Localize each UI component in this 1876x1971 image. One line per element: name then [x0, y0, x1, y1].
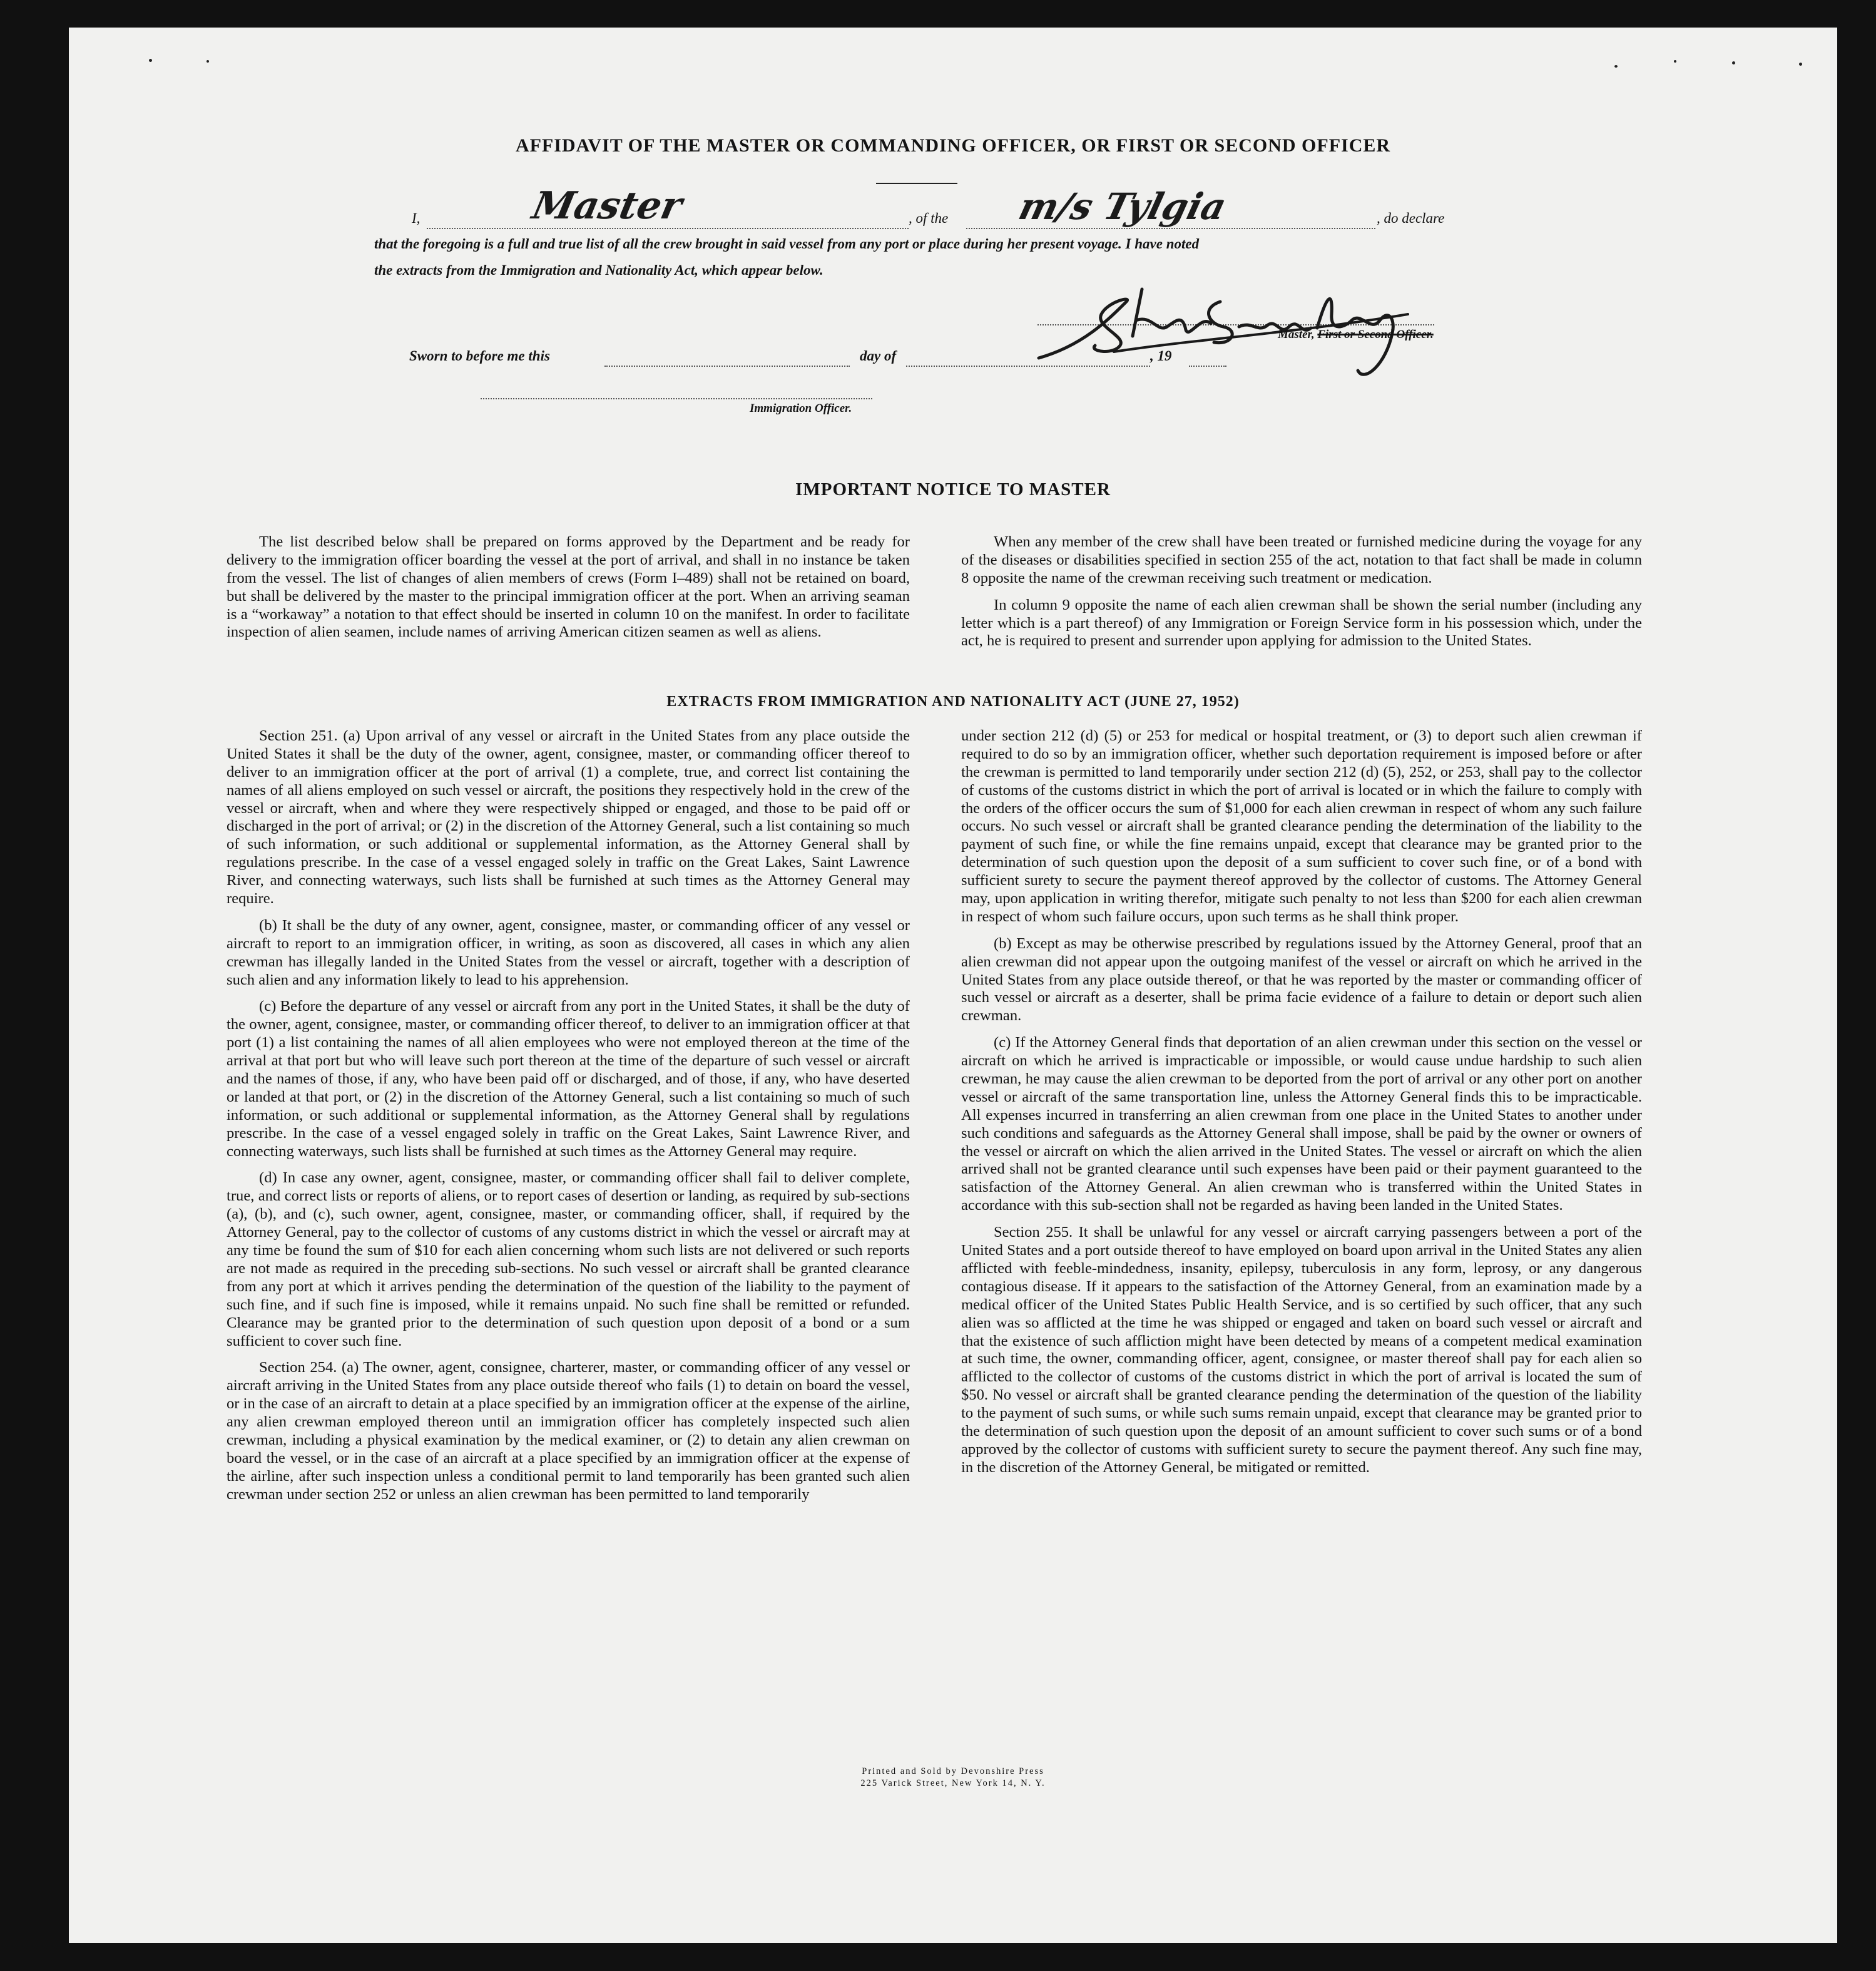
notice-right-column [961, 533, 1642, 659]
statement-line-1: that the foregoing is a full and true list of all the crew brought in said vessel from any port or place during her present voyage. I have noted [374, 236, 1200, 252]
extracts-title: EXTRACTS FROM IMMIGRATION AND NATIONALITY ACT (JUNE 27, 1952) [666, 694, 1240, 710]
section-255: Section 255. It shall be unlawful for any vessel or aircraft carrying passengers between a port of the United States and a port outside thereof to have employed on board upon arrival in the United States any alien afflicted with feeble-mindedness, insanity, epilepsy, tuberculosis in any form, leprosy, or any dangerous contagious disease. If it appears to the satisfaction of the Attorney General, from an examination made by a medical officer of the United States Public Health Service, and is so certified by such officer, that any such alien was so afflicted at the time he was shipped or engaged and taken on board such vessel or aircraft and that the existence of such affliction might have been detected by means of a competent medical examination at such time, the owner, commanding officer, agent, consignee, or master thereof shall pay for each alien so afflicted to the collector of customs of the customs district in which the port of arrival is located the sum of $50. No vessel or aircraft shall be granted clearance pending the determination of the question of the liability to the payment of such sums, or while such sums remain unpaid, except that clearance may be granted prior to the determination of such question upon the deposit of an amount sufficient to cover such sums or of a bond approved by the collector of customs with sufficient surety to secure the payment thereof. Any such fine may, in the discretion of the Attorney General, be mitigated or remitted. [961, 1224, 1642, 1476]
imprint-line-2: 225 Varick Street, New York 14, N. Y. [860, 1778, 1046, 1788]
section-251-b: (b) It shall be the duty of any owner, agent, consignee, master, or commanding officer of any vessel or aircraft to report to an immigration officer, in writing, as soon as discovered, all cases in which any alien crewman has illegally landed in the United States from the vessel or aircraft, together with a description of such alien and any information likely to lead to his apprehension. [227, 916, 910, 988]
extracts-left-column [227, 727, 910, 1513]
scan-speck [149, 59, 152, 62]
vessel-line [966, 228, 1375, 229]
notice-left-column [227, 533, 910, 650]
officer-caption: Immigration Officer. [750, 402, 852, 415]
notice-right-paragraph-2: In column 9 opposite the name of each alien crewman shall be shown the serial number (including any letter which is a part thereof) of any Immigration or Foreign Service form in his possession which, under the act, he is required to present and surrender upon applying for admission to the United States. [961, 596, 1642, 650]
caption-master: Master, [1278, 328, 1315, 341]
declarant-handwritten: Master [528, 184, 686, 228]
officer-signature-line [481, 398, 872, 399]
printer-imprint [69, 1766, 1837, 1789]
sworn-day-line [604, 366, 850, 367]
vessel-handwritten: m/s Tylgia [1014, 185, 1231, 228]
section-254-a: Section 254. (a) The owner, agent, consignee, charterer, master, or commanding officer of any vessel or aircraft arriving in the United States from any place outside thereof who fails (1) to detain on board the vessel, or in the case of an aircraft to detain at a place specified by an immigration officer at the expense of the airline, any alien crewman employed thereon until an immigration officer has completely inspected such alien crewman, including a physical examination by the medical examiner, or (2) to detain any alien crewman on board the vessel, or in the case of an aircraft at a place specified by an immigration officer at the expense of the airline, after such inspection unless a conditional permit to land temporarily has been granted such alien crewman under section 252 or unless an alien crewman has been permitted to land temporarily [227, 1359, 910, 1503]
scan-speck [206, 60, 209, 63]
of-the-label: , of the [909, 210, 949, 226]
scan-speck [1732, 61, 1735, 64]
extracts-right-column [961, 727, 1642, 1486]
sworn-label: Sworn to before me this [409, 348, 550, 364]
sworn-month-line [906, 366, 1150, 367]
section-254-c: (c) If the Attorney General finds that deportation of an alien crewman under this section on the vessel or aircraft on which he arrived is impracticable or impossible, or would cause undue hardship to such alien crewman, he may cause the alien crewman to be deported from the port of arrival or any other port on another vessel or aircraft of the same transportation line, unless the Attorney General finds this to be impracticable. All expenses incurred in transferring an alien crewman from one place in the United States to another under such conditions and safeguards as the Attorney General shall impose, shall be paid by the owner or owners of the vessel or aircraft on which the alien arrived in the United States. The vessel or aircraft on which the alien arrived shall not be granted clearance until such expenses have been paid or their payment guaranteed to the satisfaction of the Attorney General. An alien crewman who is transferred within the United States in accordance with this sub-section shall not be regarded as having been landed in the United States. [961, 1034, 1642, 1214]
section-251-c: (c) Before the departure of any vessel or aircraft from any port in the United States, it shall be the duty of the owner, agent, consignee, master, or commanding officer thereof, to deliver to an immigration officer at that port (1) a list containing the names of all alien employees who were not employed thereon at the time of the arrival at that port but who will leave such port thereon at the time of the departure of such vessel or aircraft and the names of those, if any, who have been paid off or discharged, and of those, if any, who have deserted or landed at that port, or (2) in the discretion of the Attorney General, such a list containing so much of such information, or such additional or supplemental information, as the Attorney General shall by regulations prescribe. In the case of a vessel engaged solely in traffic on the Great Lakes, Saint Lawrence River, and connecting waterways, such lists shall be furnished at such times as the Attorney General may require. [227, 998, 910, 1160]
declare-label: , do declare [1377, 210, 1445, 226]
document-page [69, 28, 1837, 1943]
declarant-line [427, 228, 909, 229]
section-251-a: Section 251. (a) Upon arrival of any vessel or aircraft in the United States from any place outside the United States it shall be the duty of the owner, agent, consignee, master, or commanding officer thereof to deliver to an immigration officer at the port of arrival (1) a complete, true, and correct list containing the names of all aliens employed on such vessel or aircraft, the positions they respectively hold in the crew of the vessel or aircraft, when and where they were respectively shipped or engaged, and those to be paid off or discharged in the port of arrival; or (2) in the discretion of the Attorney General, such a list containing so much of such information, or such additional or supplemental information, as the Attorney General shall by regulations prescribe. In the case of a vessel engaged solely in traffic on the Great Lakes, Saint Lawrence River, and connecting waterways, such lists shall be furnished at such times as the Attorney General may require. [227, 727, 910, 908]
day-of-label: day of [860, 348, 897, 364]
statement-line-2: the extracts from the Immigration and Nationality Act, which appear below. [374, 262, 823, 278]
scan-speck [1614, 65, 1618, 68]
title-divider [876, 183, 957, 184]
notice-right-paragraph-1: When any member of the crew shall have been treated or furnished medicine during the voyage for any of the diseases or disabilities specified in section 255 of the act, notation to that fact shall be made in column 8 opposite the name of the crewman receiving such treatment or medication. [961, 533, 1642, 586]
affidavit-title: AFFIDAVIT OF THE MASTER OR COMMANDING OFFICER, OR FIRST OR SECOND OFFICER [515, 135, 1391, 156]
section-251-d: (d) In case any owner, agent, consignee, master, or commanding officer shall fail to deliver complete, true, and correct lists or reports of aliens, or to report cases of desertion or landing, as required by sub-sections (a), (b), and (c), such owner, agent, consignee, master, or commanding officer, shall, if required by the Attorney General, pay to the collector of customs of any customs district in which the vessel or aircraft may at any time be found the sum of $10 for each alien concerning whom such lists are not delivered or such reports are not made as required in the preceding sub-sections. No such vessel or aircraft shall be granted clearance from any port at which it arrives pending the determination of the question of the liability to the payment of such fine, and if such fine is imposed, while it remains unpaid. No such fine shall be remitted or refunded. Clearance may be granted prior to the determination of such question upon deposit of a bond or a sum sufficient to cover such fine. [227, 1169, 910, 1349]
signature-caption [1278, 328, 1434, 342]
section-254-b: (b) Except as may be otherwise prescribed by regulations issued by the Attorney General, proof that an alien crewman did not appear upon the outgoing manifest of the vessel or aircraft on which he arrived in the United States from any place outside thereof, or that he was reported by the master or commanding officer of such vessel or aircraft as a deserter, shall be prima facie evidence of a failure to detain or deport such alien crewman. [961, 934, 1642, 1025]
notice-left-paragraph: The list described below shall be prepared on forms approved by the Department and be ready for delivery to the immigration officer boarding the vessel at the port of arrival, and shall in no instance be taken from the vessel. The list of changes of alien members of crews (Form I–489) shall not be retained on board, but shall be delivered by the master to the principal immigration officer at the port. When an arriving seaman is a “workaway” a notation to that effect should be inserted in column 10 on the manifest. In order to facilitate inspection of alien seamen, include names of arriving American citizen seamen as well as aliens. [227, 533, 910, 641]
imprint-line-1: Printed and Sold by Devonshire Press [862, 1766, 1044, 1776]
year-label: , 19 [1150, 348, 1172, 364]
sworn-year-line [1189, 366, 1226, 367]
scan-speck [1674, 60, 1676, 63]
notice-title: IMPORTANT NOTICE TO MASTER [795, 479, 1111, 499]
caption-officer-struck: First or Second Officer. [1317, 328, 1434, 341]
scan-speck [1799, 63, 1802, 66]
section-254-a-continued: under section 212 (d) (5) or 253 for medical or hospital treatment, or (3) to deport such alien crewman if required to do so by an immigration officer, whether such deportation requirement is imposed before or after the crewman is permitted to land temporarily under section 212 (d) (5), 252, or 253, shall pay to the collector of customs of the customs district in which the port of arrival is located or in which the failure to comply with the orders of the officer occurs the sum of $1,000 for each alien crewman in respect of whom any such failure occurs. No such vessel or aircraft shall be granted clearance pending the determination of the liability to the payment of such fine, or while the fine remains unpaid, except that clearance may be granted prior to the determination of such question upon the deposit of a sum sufficient to cover such fine, or of a bond with sufficient surety to secure the payment thereof approved by the collector of customs. The Attorney General may, upon application in writing therefor, mitigate such penalty to not less than $200 for each alien crewman in respect of whom such failure occurs, upon such terms as he shall think proper. [961, 727, 1642, 925]
master-signature [1032, 277, 1445, 377]
i-label: I, [412, 210, 421, 226]
